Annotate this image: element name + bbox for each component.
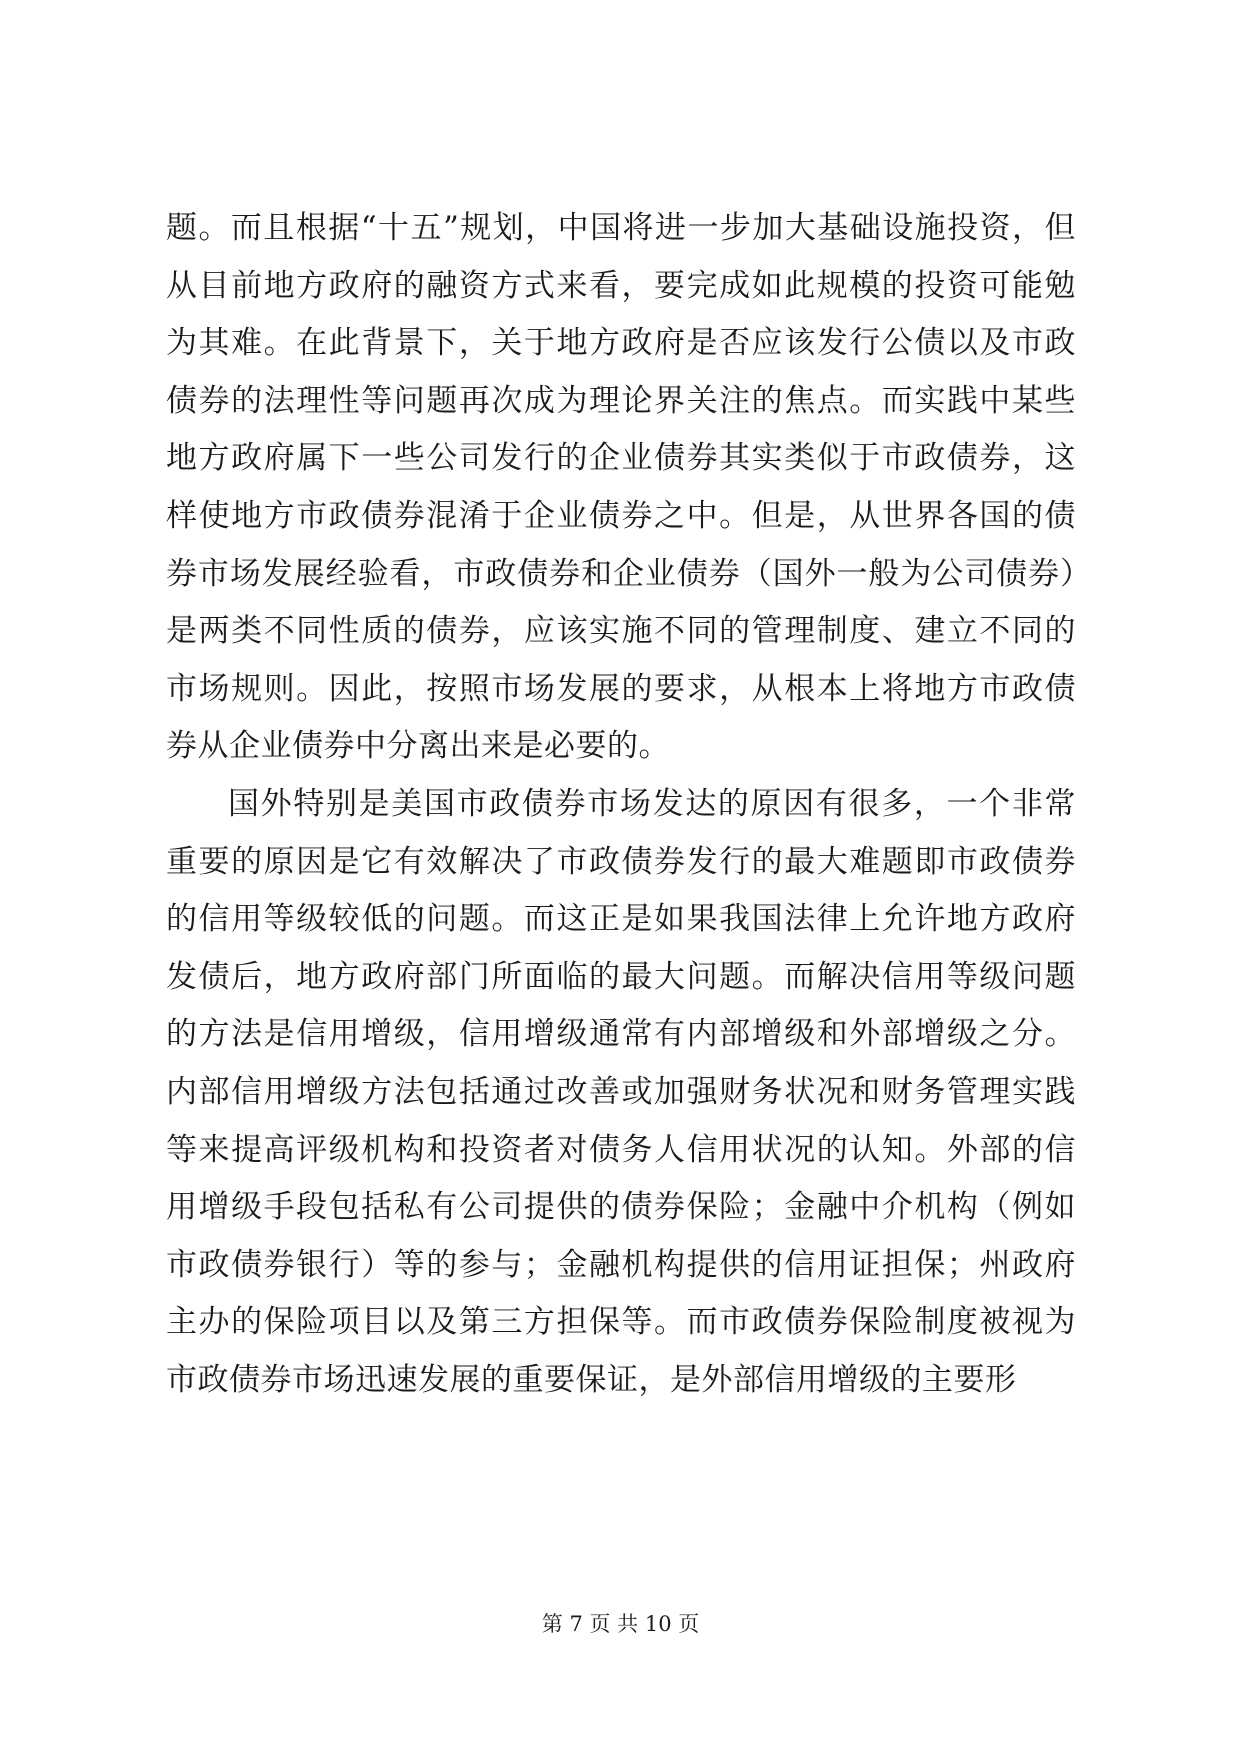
body-text: [166, 200, 1076, 1409]
paragraph-1: 题。而且根据“十五”规划，中国将进一步加大基础设施投资，但从目前地方政府的融资方式来看，要完成如此规模的投资可能勉为其难。在此背景下，关于地方政府是否应该发行公债以及市政债券的法理性等问题再次成为理论界关注的焦点。而实践中某些地方政府属下一些公司发行的企业债券其实类似于市政债券，这样使地方市政债券混淆于企业债券之中。但是，从世界各国的债券市场发展经验看，市政债券和企业债券（国外一般为公司债券）是两类不同性质的债券，应该实施不同的管理制度、建立不同的市场规则。因此，按照市场发展的要求，从根本上将地方市政债券从企业债券中分离出来是必要的。: [166, 210, 1076, 765]
page-footer: 第 7 页 共 10 页: [541, 1612, 700, 1636]
paragraph-2: 国外特别是美国市政债券市场发达的原因有很多，一个非常重要的原因是它有效解决了市政债券发行的最大难题即市政债券的信用等级较低的问题。而这正是如果我国法律上允许地方政府发债后，地方政府部门所面临的最大问题。而解决信用等级问题的方法是信用增级，信用增级通常有内部增级和外部增级之分。内部信用增级方法包括通过改善或加强财务状况和财务管理实践等来提高评级机构和投资者对债务人信用状况的认知。外部的信用增级手段包括私有公司提供的债券保险；金融中介机构（例如市政债券银行）等的参与；金融机构提供的信用证担保；州政府主办的保险项目以及第三方担保等。而市政债券保险制度被视为市政债券市场迅速发展的重要保证，是外部信用增级的主要形: [166, 785, 1076, 1398]
